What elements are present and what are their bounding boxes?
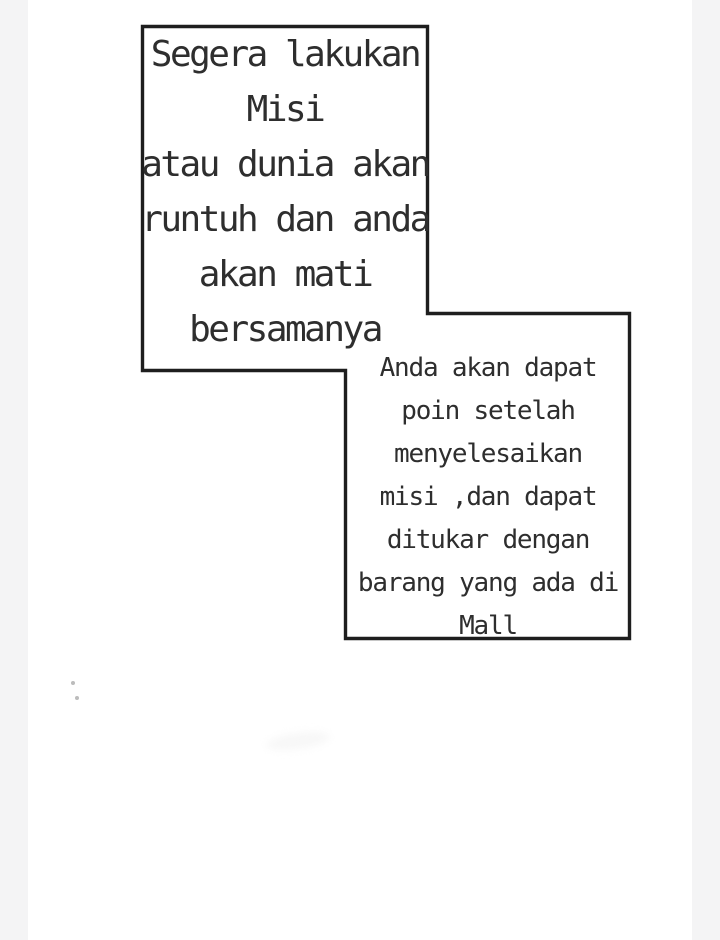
system-box-2-line-3: menyelesaikan (394, 439, 582, 469)
system-box-2-line-7: Mall (459, 611, 517, 641)
system-box-1-line-6: bersamanya (189, 309, 381, 350)
system-box-1-line-5: akan mati (198, 254, 372, 295)
system-box-2-line-1: Anda akan dapat (379, 353, 597, 383)
system-box-1-line-1: Segera lakukan (150, 34, 420, 75)
system-box-2-text (345, 347, 631, 648)
system-box-2-line-6: barang yang ada di (357, 568, 619, 598)
system-box-2-line-2: poin setelah (401, 396, 575, 426)
system-box-1-line-4: runtuh dan anda (141, 199, 429, 240)
system-box-2-line-4: misi ,dan dapat (379, 482, 597, 512)
system-box-2-line-5: ditukar dengan (386, 525, 590, 555)
ink-dot-2 (75, 696, 79, 700)
system-box-1-line-2: Misi (246, 89, 324, 130)
system-box-1-line-3: atau dunia akan (141, 144, 429, 185)
system-box-1-text (141, 27, 429, 357)
ink-dot-1 (71, 681, 75, 685)
